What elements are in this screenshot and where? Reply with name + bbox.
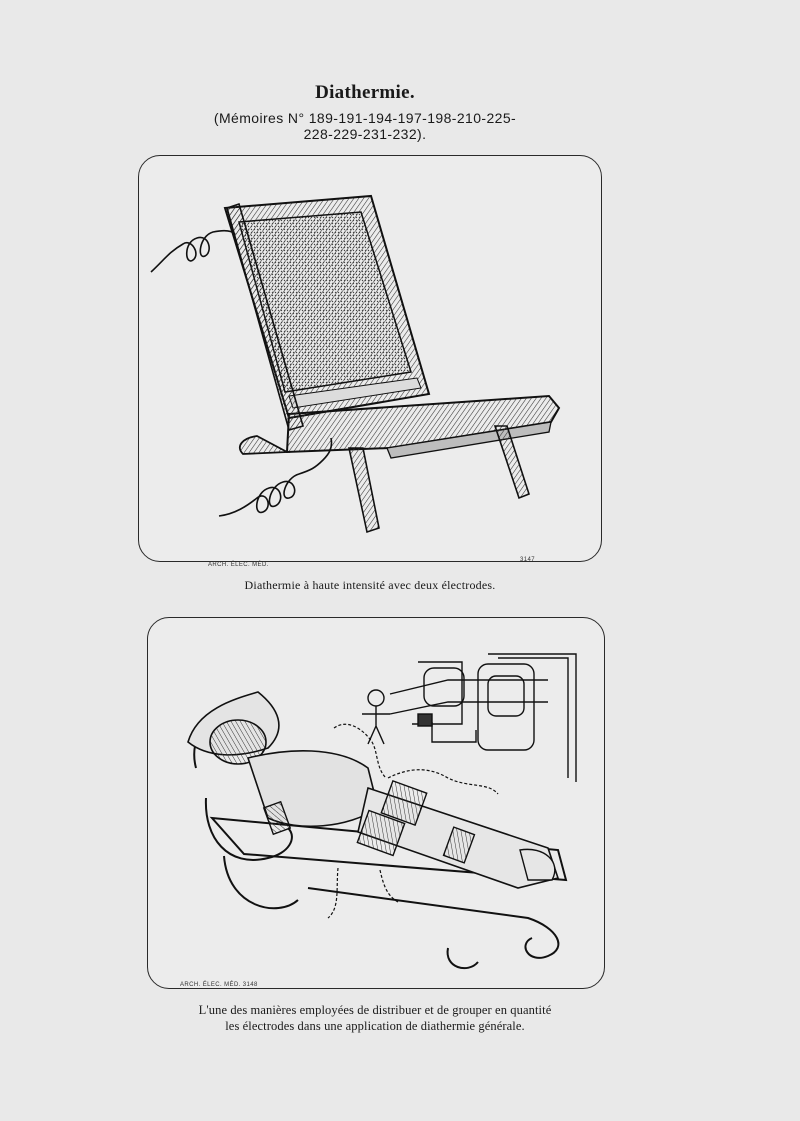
figure-2-caption-line-1: L'une des manières employées de distribuer et de grouper en quantité xyxy=(198,1003,552,1017)
figure-1-plate xyxy=(138,155,602,562)
top-electrode-wire xyxy=(151,231,235,272)
figure-2-plate xyxy=(147,617,605,989)
circuit-schematic xyxy=(362,654,576,782)
figure-1-credit: ARCH. ÉLEC. MÉD. xyxy=(208,562,269,568)
figure-2-caption-line-2: les électrodes dans une application de diathermie générale. xyxy=(225,1019,525,1033)
figure-1-number: 3147 xyxy=(520,557,535,563)
memoires-line-2: 228-229-231-232). xyxy=(303,126,427,142)
figure-2-credit: ARCH. ÉLEC. MÉD. 3148 xyxy=(180,982,258,988)
figure-2-caption xyxy=(155,1002,595,1034)
page-title: Diathermie. xyxy=(315,82,415,103)
figure-1-caption: Diathermie à haute intensité avec deux électrodes. xyxy=(244,578,496,592)
memoires-line-1: (Mémoires N° 189-191-194-197-198-210-225- xyxy=(213,110,517,126)
patient-illustration xyxy=(148,618,604,988)
memoires-reference xyxy=(190,110,540,142)
chair-illustration xyxy=(139,156,601,561)
chair-front-leg xyxy=(349,448,379,532)
